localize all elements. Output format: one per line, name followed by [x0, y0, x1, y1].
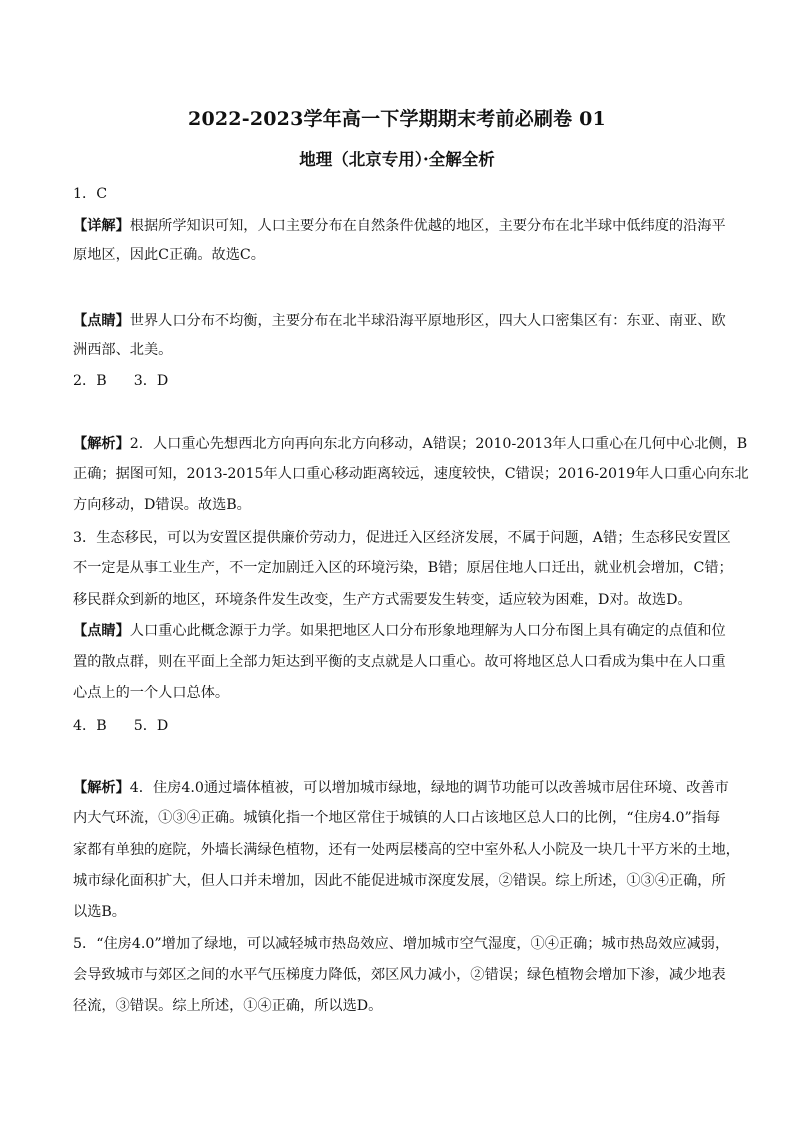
explanation-line: 原地区，因此C正确。故选C。 [73, 247, 265, 263]
tag-label: 【点睛】 [73, 623, 130, 639]
explanation-line: 【详解】根据所学知识可知，人口主要分布在自然条件优越的地区，主要分布在北半球中低纬度的沿海平 [73, 218, 726, 234]
explanation-line: 会导致城市与郊区之间的水平气压梯度力降低，郊区风力减小，②错误；绿色植物会增加下渗，减少地表 [73, 967, 726, 983]
tag-label: 【点睛】 [73, 313, 130, 329]
explanation-line: 城市绿化面积扩大，但人口并未增加，因此不能促进城市深度发展，②错误。综上所述，①③④正确，所 [73, 873, 726, 889]
page-title: 2022-2023学年高一下学期期末考前必刷卷 01 [188, 108, 606, 130]
page-subtitle: 地理（北京专用）·全解全析 [299, 150, 495, 169]
explanation-line: 洲西部、北美。 [73, 342, 173, 358]
explanation-line: 家都有单独的庭院，外墙长满绿色植物，还有一处两层楼高的空中室外私人小院及一块几十平方米的土地， [73, 842, 740, 858]
explanation-line: 【解析】4．住房4.0通过墙体植被，可以增加城市绿地，绿地的调节功能可以改善城市居住环境、改善市 [73, 780, 729, 796]
explanation-line: 【点睛】世界人口分布不均衡，主要分布在北半球沿海平原地形区，四大人口密集区有：东亚、南亚、欧 [73, 313, 726, 329]
answer-line: 2．B 3．D [73, 373, 169, 389]
explanation-line: 【点睛】人口重心此概念源于力学。如果把地区人口分布形象地理解为人口分布图上具有确定的点值和位 [73, 623, 726, 639]
explanation-line: 3．生态移民，可以为安置区提供廉价劳动力，促进迁入区经济发展，不属于问题，A错；生态移民安置区 [73, 530, 731, 546]
explanation-line: 正确；据图可知，2013-2015年人口重心移动距离较远，速度较快，C错误；2016-2019年人口重心向东北 [73, 466, 749, 482]
explanation-line: 【解析】2．人口重心先想西北方向再向东北方向移动，A错误；2010-2013年人口重心在几何中心北侧，B [73, 436, 748, 452]
explanation-line: 内大气环流，①③④正确。城镇化指一个地区常住于城镇的人口占该地区总人口的比例，“住房4.0”指每 [73, 810, 721, 826]
answer-line: 1．C [73, 186, 108, 202]
answer-line: 4．B 5．D [73, 718, 169, 734]
explanation-line: 心点上的一个人口总体。 [73, 685, 230, 701]
tag-label: 【详解】 [73, 218, 130, 234]
tag-label: 【解析】 [73, 780, 130, 796]
explanation-line: 以选B。 [73, 904, 126, 920]
tag-label: 【解析】 [73, 436, 130, 452]
explanation-line: 5．“住房4.0”增加了绿地，可以减轻城市热岛效应、增加城市空气湿度，①④正确；城市热岛效应减弱， [73, 936, 730, 952]
explanation-line: 不一定是从事工业生产，不一定加剧迁入区的环境污染，B错；原居住地人口迁出，就业机会增加，C错； [73, 560, 733, 576]
explanation-line: 置的散点群，则在平面上全部力矩达到平衡的支点就是人口重心。故可将地区总人口看成为集中在人口重 [73, 654, 726, 670]
explanation-line: 方向移动，D错误。故选B。 [73, 497, 251, 513]
explanation-line: 径流，③错误。综上所述，①④正确，所以选D。 [73, 998, 383, 1014]
explanation-line: 移民群众到新的地区，环境条件发生改变，生产方式需要发生转变，适应较为困难，D对。故选D。 [73, 592, 692, 608]
